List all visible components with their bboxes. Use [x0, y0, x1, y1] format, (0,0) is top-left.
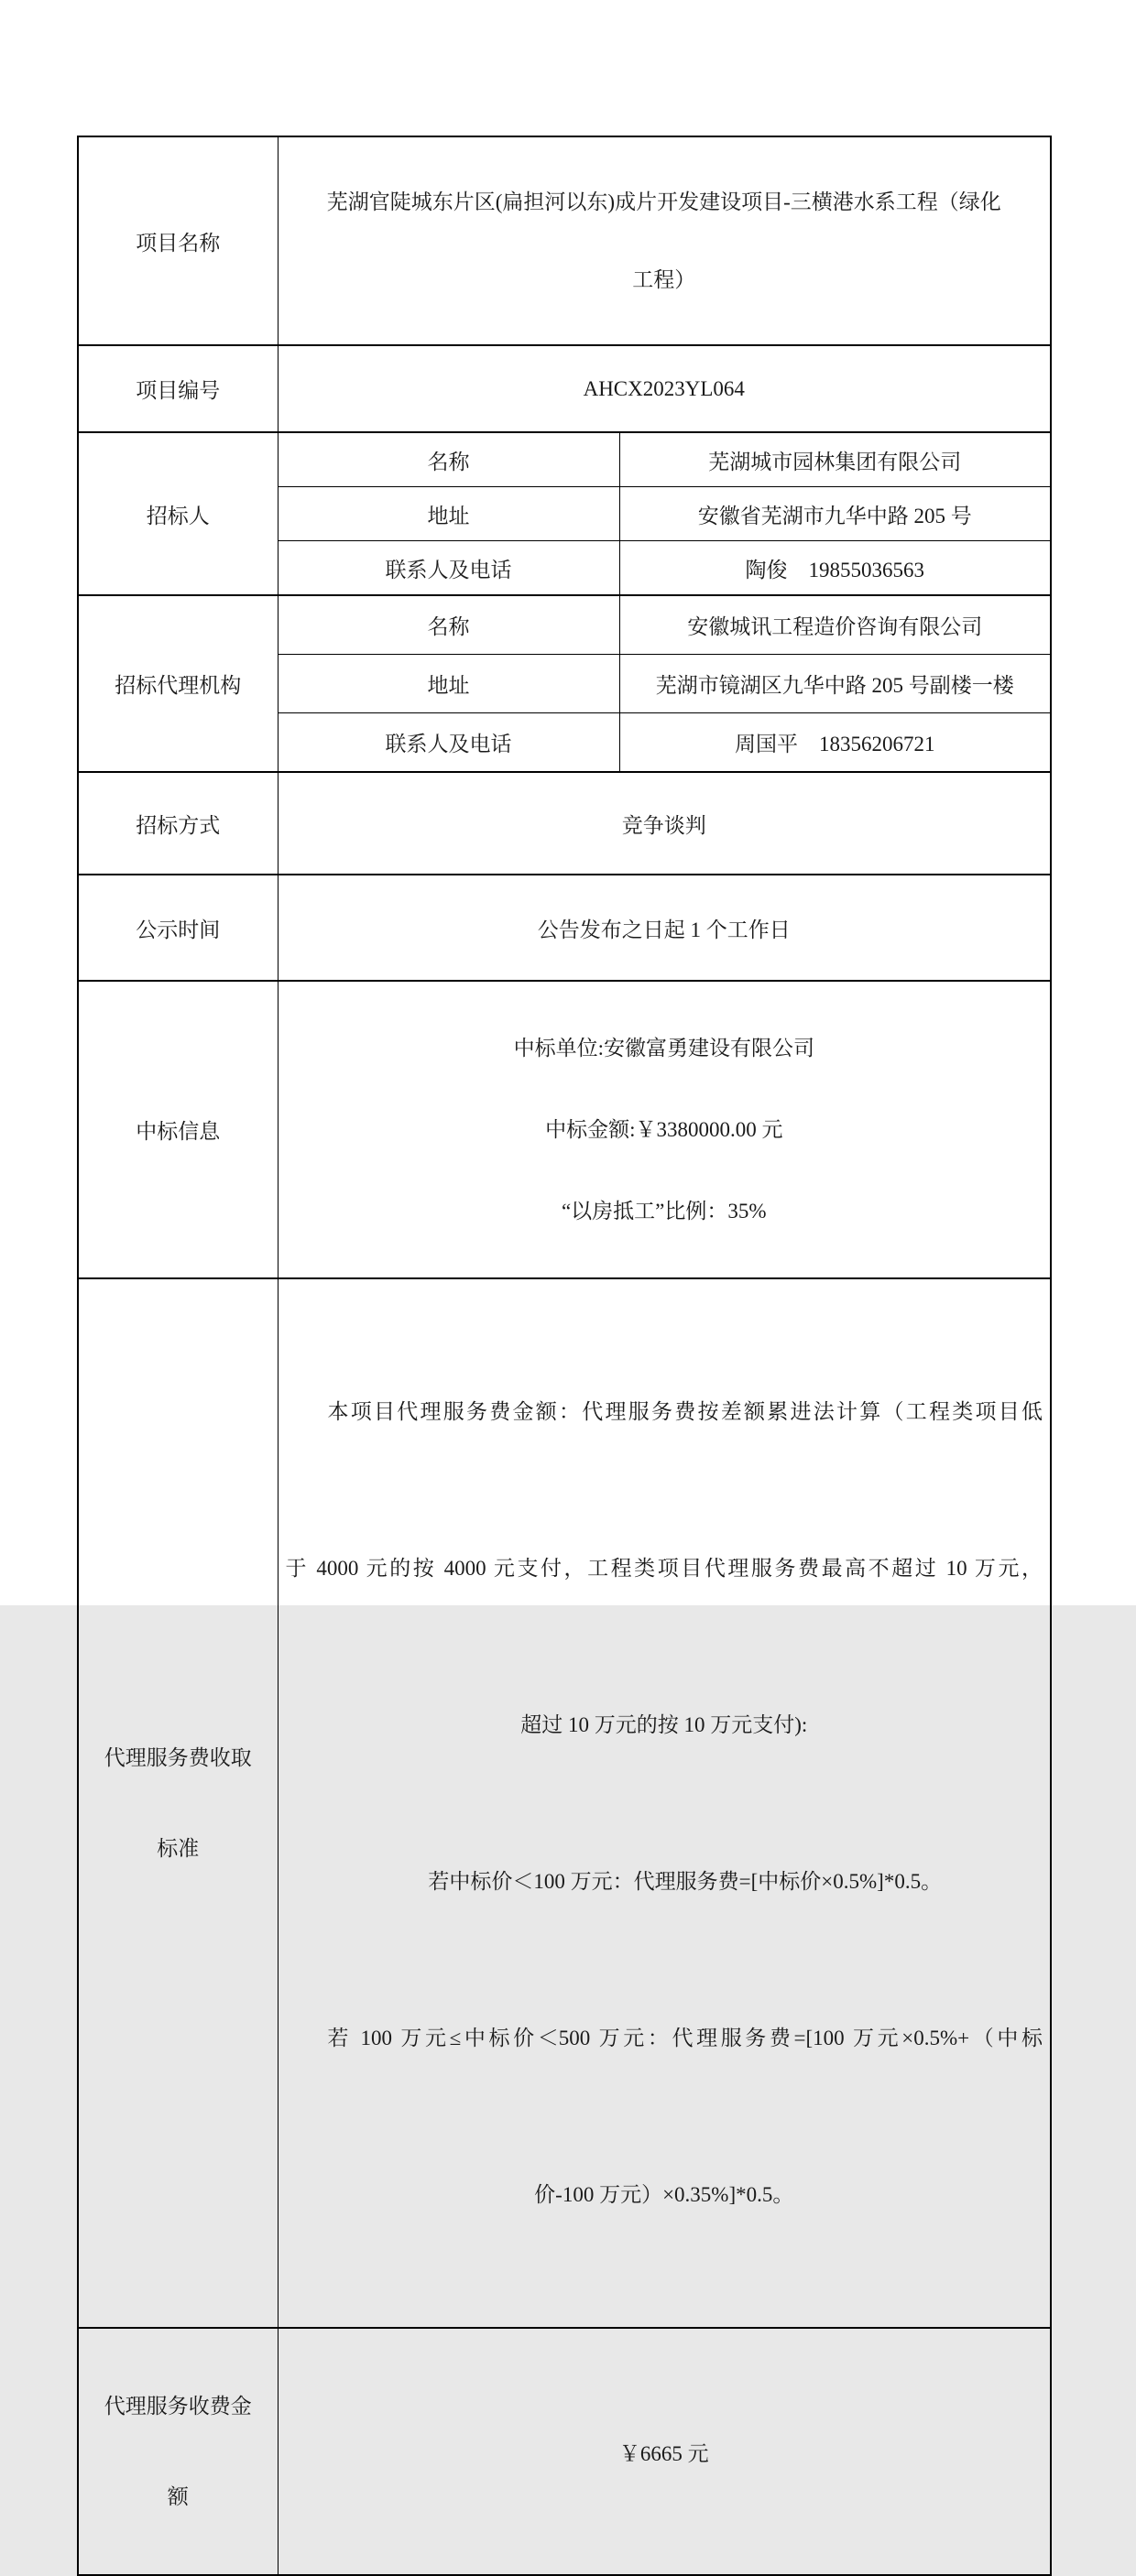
- tenderer-address-label: 地址: [278, 487, 619, 541]
- publicity-period-value: 公告发布之日起 1 个工作日: [278, 875, 1051, 981]
- fee-standard-line-6: 价-100 万元）×0.35%]*0.5。: [534, 2183, 794, 2206]
- tender-method-value: 竞争谈判: [278, 772, 1051, 875]
- agency-address-label: 地址: [278, 655, 619, 713]
- row-label-agency: 招标代理机构: [78, 595, 278, 772]
- agency-contact-value: 周国平 18356206721: [619, 713, 1051, 773]
- tenderer-name-label: 名称: [278, 432, 619, 487]
- row-label-tender-method: 招标方式: [78, 772, 278, 875]
- agency-name-value: 安徽城讯工程造价咨询有限公司: [619, 595, 1051, 655]
- agency-contact-label: 联系人及电话: [278, 713, 619, 773]
- row-label-agency-fee-amount: [78, 2328, 278, 2575]
- tenderer-contact-value: 陶俊 19855036563: [619, 541, 1051, 596]
- fee-standard-line-1: 本项目代理服务费金额：代理服务费按差额累进法计算（工程类项目低: [327, 1400, 1043, 1423]
- project-number-value: AHCX2023YL064: [278, 345, 1051, 432]
- fee-standard-line-5: 若 100 万元≤中标价＜500 万元：代理服务费=[100 万元×0.5%+（中标: [327, 2027, 1043, 2049]
- row-label-agency-fee-standard: [78, 1278, 278, 2328]
- agency-address-value: 芜湖市镜湖区九华中路 205 号副楼一楼: [619, 655, 1051, 713]
- row-label-project-name: 项目名称: [78, 136, 278, 345]
- agency-name-label: 名称: [278, 595, 619, 655]
- fee-standard-line-3: 超过 10 万元的按 10 万元支付):: [520, 1713, 808, 1736]
- award-ratio-line: “以房抵工”比例：35%: [561, 1200, 767, 1223]
- award-winner-line: 中标单位:安徽富勇建设有限公司: [513, 1037, 814, 1060]
- fee-amount-label-line1: 代理服务收费金: [104, 2395, 252, 2418]
- fee-standard-line-4: 若中标价＜100 万元：代理服务费=[中标价×0.5%]*0.5。: [428, 1870, 943, 1893]
- tenderer-name-value: 芜湖城市园林集团有限公司: [619, 432, 1051, 487]
- award-info-value: [278, 981, 1051, 1278]
- fee-standard-label-line2: 标准: [157, 1837, 200, 1860]
- tenderer-address-value: 安徽省芜湖市九华中路 205 号: [619, 487, 1051, 541]
- fee-standard-label-line1: 代理服务费收取: [104, 1746, 252, 1769]
- row-label-project-number: 项目编号: [78, 345, 278, 432]
- tender-info-table: [77, 136, 1052, 2576]
- award-amount-line: 中标金额:￥3380000.00 元: [545, 1118, 783, 1141]
- agency-fee-amount-value: ￥6665 元: [278, 2328, 1051, 2575]
- row-label-publicity-period: 公示时间: [78, 875, 278, 981]
- row-label-tenderer: 招标人: [78, 432, 278, 595]
- tenderer-contact-label: 联系人及电话: [278, 541, 619, 596]
- project-name-line1: 芜湖官陡城东片区(扁担河以东)成片开发建设项目-三横港水系工程（绿化: [326, 190, 1001, 213]
- fee-amount-label-line2: 额: [167, 2485, 189, 2508]
- row-label-award-info: 中标信息: [78, 981, 278, 1278]
- project-name-line2: 工程）: [632, 268, 696, 291]
- project-name-value: [278, 136, 1051, 345]
- fee-standard-line-2: 于 4000 元的按 4000 元支付，工程类项目代理服务费最高不超过 10 万元，: [285, 1557, 1043, 1580]
- agency-fee-standard-text: [278, 1278, 1051, 2328]
